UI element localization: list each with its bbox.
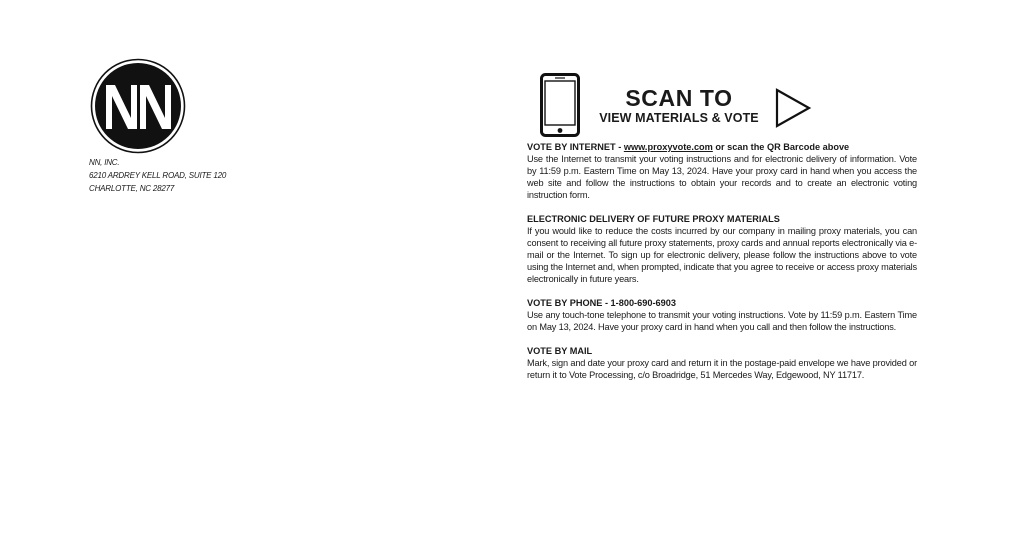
electronic-delivery-section xyxy=(527,213,917,285)
vote-by-phone-heading: VOTE BY PHONE - 1-800-690-6903 xyxy=(527,298,676,308)
smartphone-icon xyxy=(540,73,580,137)
vote-by-internet-body: Use the Internet to transmit your voting instructions and for electronic delivery of information. Vote by 11:59 p.m. Eastern Time on May 13, 2024. Have your proxy card in hand when you access the web site and follow the instructions to obtain your records and to create an electronic voting instruction form. xyxy=(527,154,917,200)
voting-instructions xyxy=(527,141,917,393)
company-logo xyxy=(90,58,186,154)
vote-by-phone-body: Use any touch-tone telephone to transmit your voting instructions. Vote by 11:59 p.m. Eastern Time on May 13, 2024. Have your proxy card in hand when you call and then follow the instructions. xyxy=(527,310,917,332)
electronic-delivery-body: If you would like to reduce the costs incurred by our company in mailing proxy materials, you can consent to receiving all future proxy statements, proxy cards and annual reports electronically via e-mail or the Internet. To sign up for electronic delivery, please follow the instructions above to vote using the Internet and, when prompted, indicate that you agree to receive or access proxy materials electronically in future years. xyxy=(527,226,917,284)
scan-title: SCAN TO xyxy=(625,85,733,111)
vote-by-mail-body: Mark, sign and date your proxy card and return it in the postage-paid envelope we have provided or return it to Vote Processing, c/o Broadridge, 51 Mercedes Way, Edgewood, NY 11717. xyxy=(527,358,917,380)
play-arrow-icon xyxy=(774,87,812,129)
company-name: NN, INC. xyxy=(89,158,120,167)
company-address xyxy=(89,156,226,195)
electronic-delivery-heading: ELECTRONIC DELIVERY OF FUTURE PROXY MATERIALS xyxy=(527,214,780,224)
scan-subtitle: VIEW MATERIALS & VOTE xyxy=(599,111,759,125)
vote-by-internet-section xyxy=(527,141,917,201)
qr-instruction: or scan the QR Barcode above xyxy=(712,142,850,152)
street-address: 6210 ARDREY KELL ROAD, SUITE 120 xyxy=(89,171,227,180)
proxyvote-link[interactable]: www.proxyvote.com xyxy=(623,142,713,152)
vote-by-mail-section xyxy=(527,345,917,381)
vote-by-internet-label: VOTE BY INTERNET - xyxy=(527,142,624,152)
city-state-zip: CHARLOTTE, NC 28277 xyxy=(89,184,175,193)
vote-by-mail-heading: VOTE BY MAIL xyxy=(527,346,593,356)
vote-by-phone-section xyxy=(527,297,917,333)
vote-by-internet-heading xyxy=(527,141,917,153)
